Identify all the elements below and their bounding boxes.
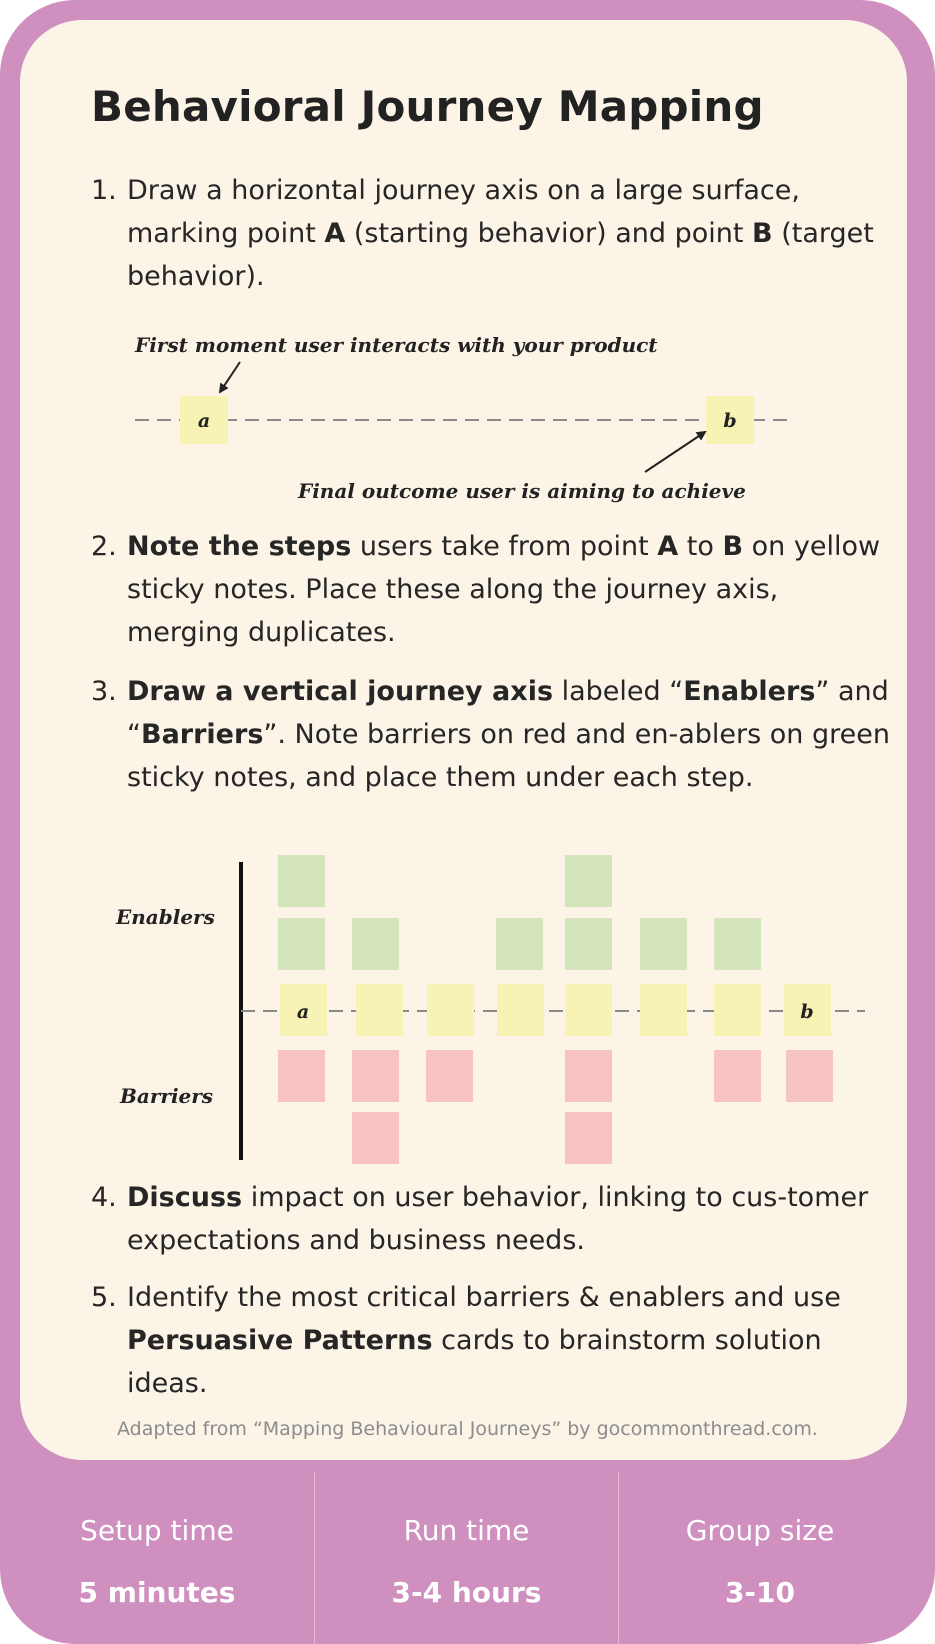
enabler-note <box>565 855 612 907</box>
step-number: 5. <box>91 1282 117 1313</box>
group-size-label: Group size <box>685 1514 835 1547</box>
step-number: 3. <box>91 676 117 707</box>
enabler-note <box>565 918 612 970</box>
step-note <box>497 984 544 1036</box>
step-text: Identify the most critical barriers & enablers and use Persuasive Patterns cards to brainstorm solution ideas. <box>127 1282 841 1399</box>
card-footer <box>0 1472 935 1644</box>
barrier-note <box>714 1050 761 1102</box>
step-text: Note the steps users take from point A to B on yellow sticky notes. Place these along the journey axis, merging duplicates. <box>127 531 881 648</box>
barrier-note <box>786 1050 833 1102</box>
start-note-label: a <box>197 410 211 432</box>
end-annotation-arrow <box>645 432 705 472</box>
enabler-note <box>352 918 399 970</box>
card-title: Behavioral Journey Mapping <box>91 82 764 131</box>
step-3 <box>91 670 891 799</box>
step-number: 2. <box>91 531 117 562</box>
barrier-note <box>278 1050 325 1102</box>
step-5 <box>91 1276 891 1405</box>
barrier-note <box>565 1112 612 1164</box>
step-number: 1. <box>91 175 117 206</box>
step-note <box>640 984 687 1036</box>
step-note <box>714 984 761 1036</box>
start-annotation: First moment user interacts with your product <box>135 333 658 357</box>
grid-end-note-label: b <box>800 1001 814 1023</box>
run-time-value: 3-4 hours <box>391 1576 542 1609</box>
step-text: Draw a horizontal journey axis on a large surface, marking point A (starting behavior) and point B (target behavior). <box>127 175 874 292</box>
run-time-label: Run time <box>403 1514 530 1547</box>
step-number: 4. <box>91 1182 117 1213</box>
step-4 <box>91 1176 891 1262</box>
run-time-cell <box>315 1472 618 1644</box>
step-note <box>427 984 474 1036</box>
group-size-value: 3-10 <box>724 1576 796 1609</box>
enabler-note <box>714 918 761 970</box>
barriers-label: Barriers <box>120 1084 214 1108</box>
group-size-cell <box>619 1472 901 1644</box>
source-credit: Adapted from “Mapping Behavioural Journeys” by gocommonthread.com. <box>117 1418 818 1440</box>
enabler-note <box>278 855 325 907</box>
enabler-note <box>640 918 687 970</box>
enabler-note <box>278 918 325 970</box>
enablers-barriers-diagram <box>115 855 865 1164</box>
step-note <box>356 984 403 1036</box>
end-note-label: b <box>723 410 737 432</box>
barrier-note <box>565 1050 612 1102</box>
step-text: Draw a vertical journey axis labeled “Enablers” and “Barriers”. Note barriers on red and en-ablers on green sticky notes, and place them under each step. <box>127 676 890 793</box>
enablers-label: Enablers <box>116 905 215 929</box>
barrier-note <box>352 1050 399 1102</box>
horizontal-axis-diagram <box>134 333 790 503</box>
setup-time-value: 5 minutes <box>78 1576 236 1609</box>
step-text: Discuss impact on user behavior, linking to cus-tomer expectations and business needs. <box>127 1182 869 1256</box>
step-2 <box>91 525 891 654</box>
step-note <box>565 984 612 1036</box>
enabler-note <box>496 918 543 970</box>
grid-start-note-label: a <box>296 1001 310 1023</box>
barrier-note <box>426 1050 473 1102</box>
setup-time-label: Setup time <box>80 1514 234 1547</box>
end-annotation: Final outcome user is aiming to achieve <box>298 479 746 503</box>
barrier-note <box>352 1112 399 1164</box>
start-annotation-arrow <box>220 362 240 392</box>
setup-time-cell <box>0 1472 314 1644</box>
